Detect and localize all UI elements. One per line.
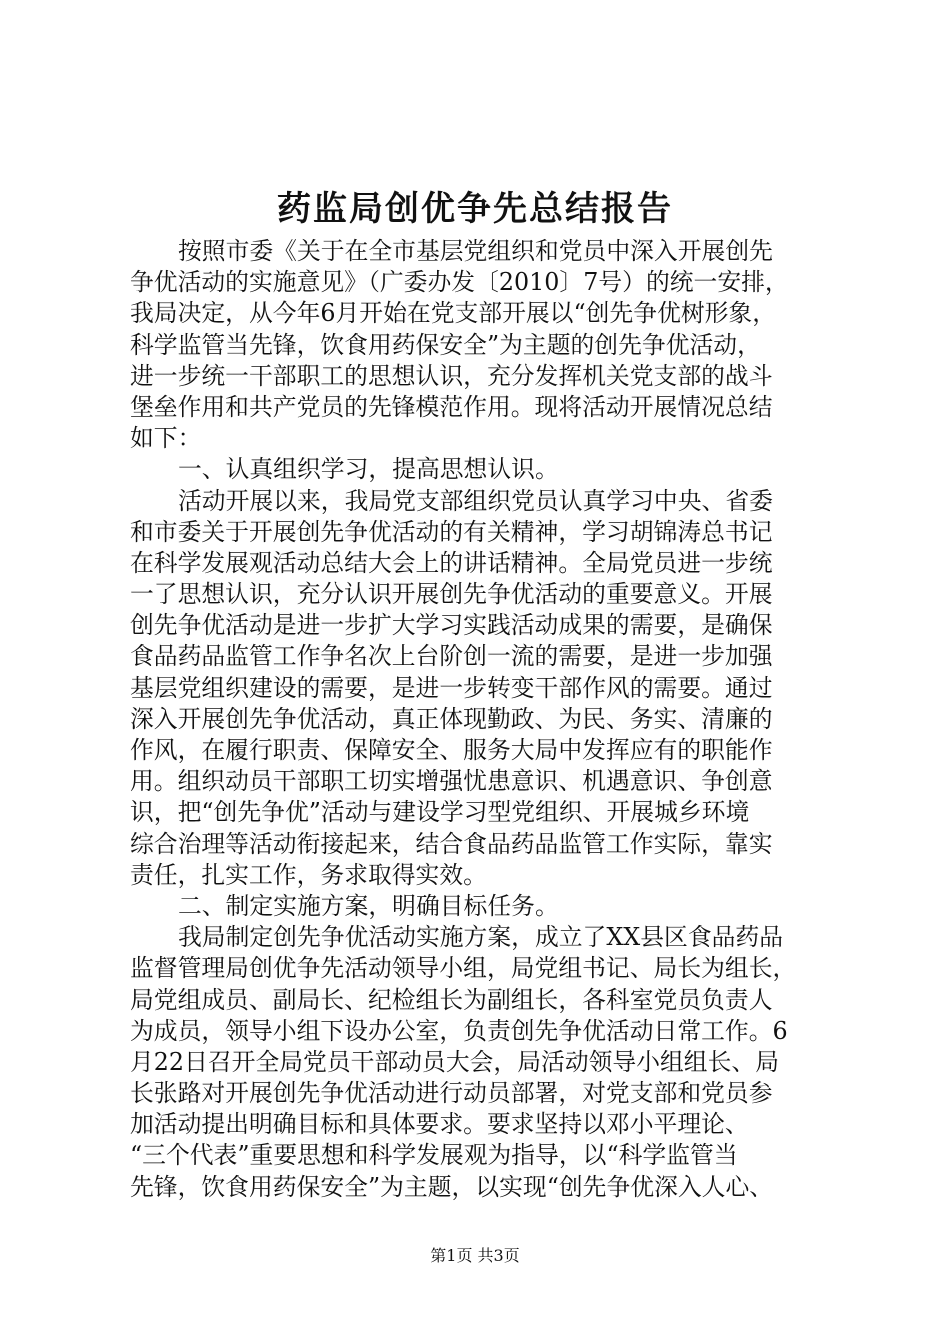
paragraph-line: 争优活动的实施意见》（广委办发〔2010〕7号）的统一安排， <box>130 268 789 297</box>
paragraph-line: 食品药品监管工作争名次上台阶创一流的需要，是进一步加强 <box>130 642 773 671</box>
section-heading: 一、认真组织学习，提高思想认识。 <box>178 455 559 484</box>
paragraph-line: 作风，在履行职责、保障安全、服务大局中发挥应有的职能作 <box>130 736 773 764</box>
section-heading: 二、制定实施方案，明确目标任务。 <box>178 891 559 920</box>
paragraph-line: 责任，扎实工作，务求取得实效。 <box>130 860 487 889</box>
paragraph-line: 局党组成员、副局长、纪检组长为副组长，各科室党员负责人 <box>130 985 773 1014</box>
paragraph-line: 先锋，饮食用药保安全”为主题，以实现“创先争优深入人心、 <box>130 1172 774 1201</box>
paragraph-line: 综合治理等活动衔接起来，结合食品药品监管工作实际，靠实 <box>130 829 773 858</box>
page-footer: 第1页 共3页 <box>430 1246 520 1265</box>
document-body <box>130 236 830 1203</box>
paragraph-line: 为成员，领导小组下设办公室，负责创先争优活动日常工作。6 <box>130 1016 788 1045</box>
paragraph-line: 基层党组织建设的需要，是进一步转变干部作风的需要。通过 <box>130 673 773 702</box>
paragraph-line: 创先争优活动是进一步扩大学习实践活动成果的需要，是确保 <box>130 611 773 640</box>
document-title: 药监局创优争先总结报告 <box>277 189 673 229</box>
paragraph-line: 用。组织动员干部职工切实增强忧患意识、机遇意识、争创意 <box>130 767 773 796</box>
paragraph-line: 深入开展创先争优活动，真正体现勤政、为民、务实、清廉的 <box>130 704 773 733</box>
paragraph-line: 堡垒作用和共产党员的先锋模范作用。现将活动开展情况总结 <box>130 392 773 421</box>
paragraph-line: 和市委关于开展创先争优活动的有关精神，学习胡锦涛总书记 <box>130 517 773 546</box>
paragraph-line: 我局制定创先争优活动实施方案，成立了XX县区食品药品 <box>178 923 784 952</box>
paragraph-line: 加活动提出明确目标和具体要求。要求坚持以邓小平理论、 <box>130 1110 749 1139</box>
paragraph-line: 按照市委《关于在全市基层党组织和党员中深入开展创先 <box>178 237 773 265</box>
paragraph-line: 科学监管当先锋，饮食用药保安全”为主题的创先争优活动， <box>130 330 761 359</box>
paragraph-line: 监督管理局创优争先活动领导小组，局党组书记、局长为组长， <box>130 954 797 983</box>
paragraph-line: 活动开展以来，我局党支部组织党员认真学习中央、省委 <box>178 486 773 515</box>
paragraph-line: 进一步统一干部职工的思想认识，充分发挥机关党支部的战斗 <box>130 361 773 390</box>
paragraph-line: “三个代表”重要思想和科学发展观为指导，以“科学监管当 <box>130 1141 738 1170</box>
paragraph-line: 识，把“创先争优”活动与建设学习型党组织、开展城乡环境 <box>130 798 750 827</box>
paragraph-line: 如下： <box>130 424 202 453</box>
paragraph-line: 一了思想认识，充分认识开展创先争优活动的重要意义。开展 <box>130 580 773 609</box>
paragraph-line: 在科学发展观活动总结大会上的讲话精神。全局党员进一步统 <box>130 548 773 577</box>
paragraph-line: 月22日召开全局党员干部动员大会，局活动领导小组组长、局 <box>130 1047 779 1076</box>
paragraph-line: 我局决定，从今年6月开始在党支部开展以“创先争优树形象， <box>130 299 777 328</box>
paragraph-line: 长张路对开展创先争优活动进行动员部署，对党支部和党员参 <box>130 1079 773 1108</box>
